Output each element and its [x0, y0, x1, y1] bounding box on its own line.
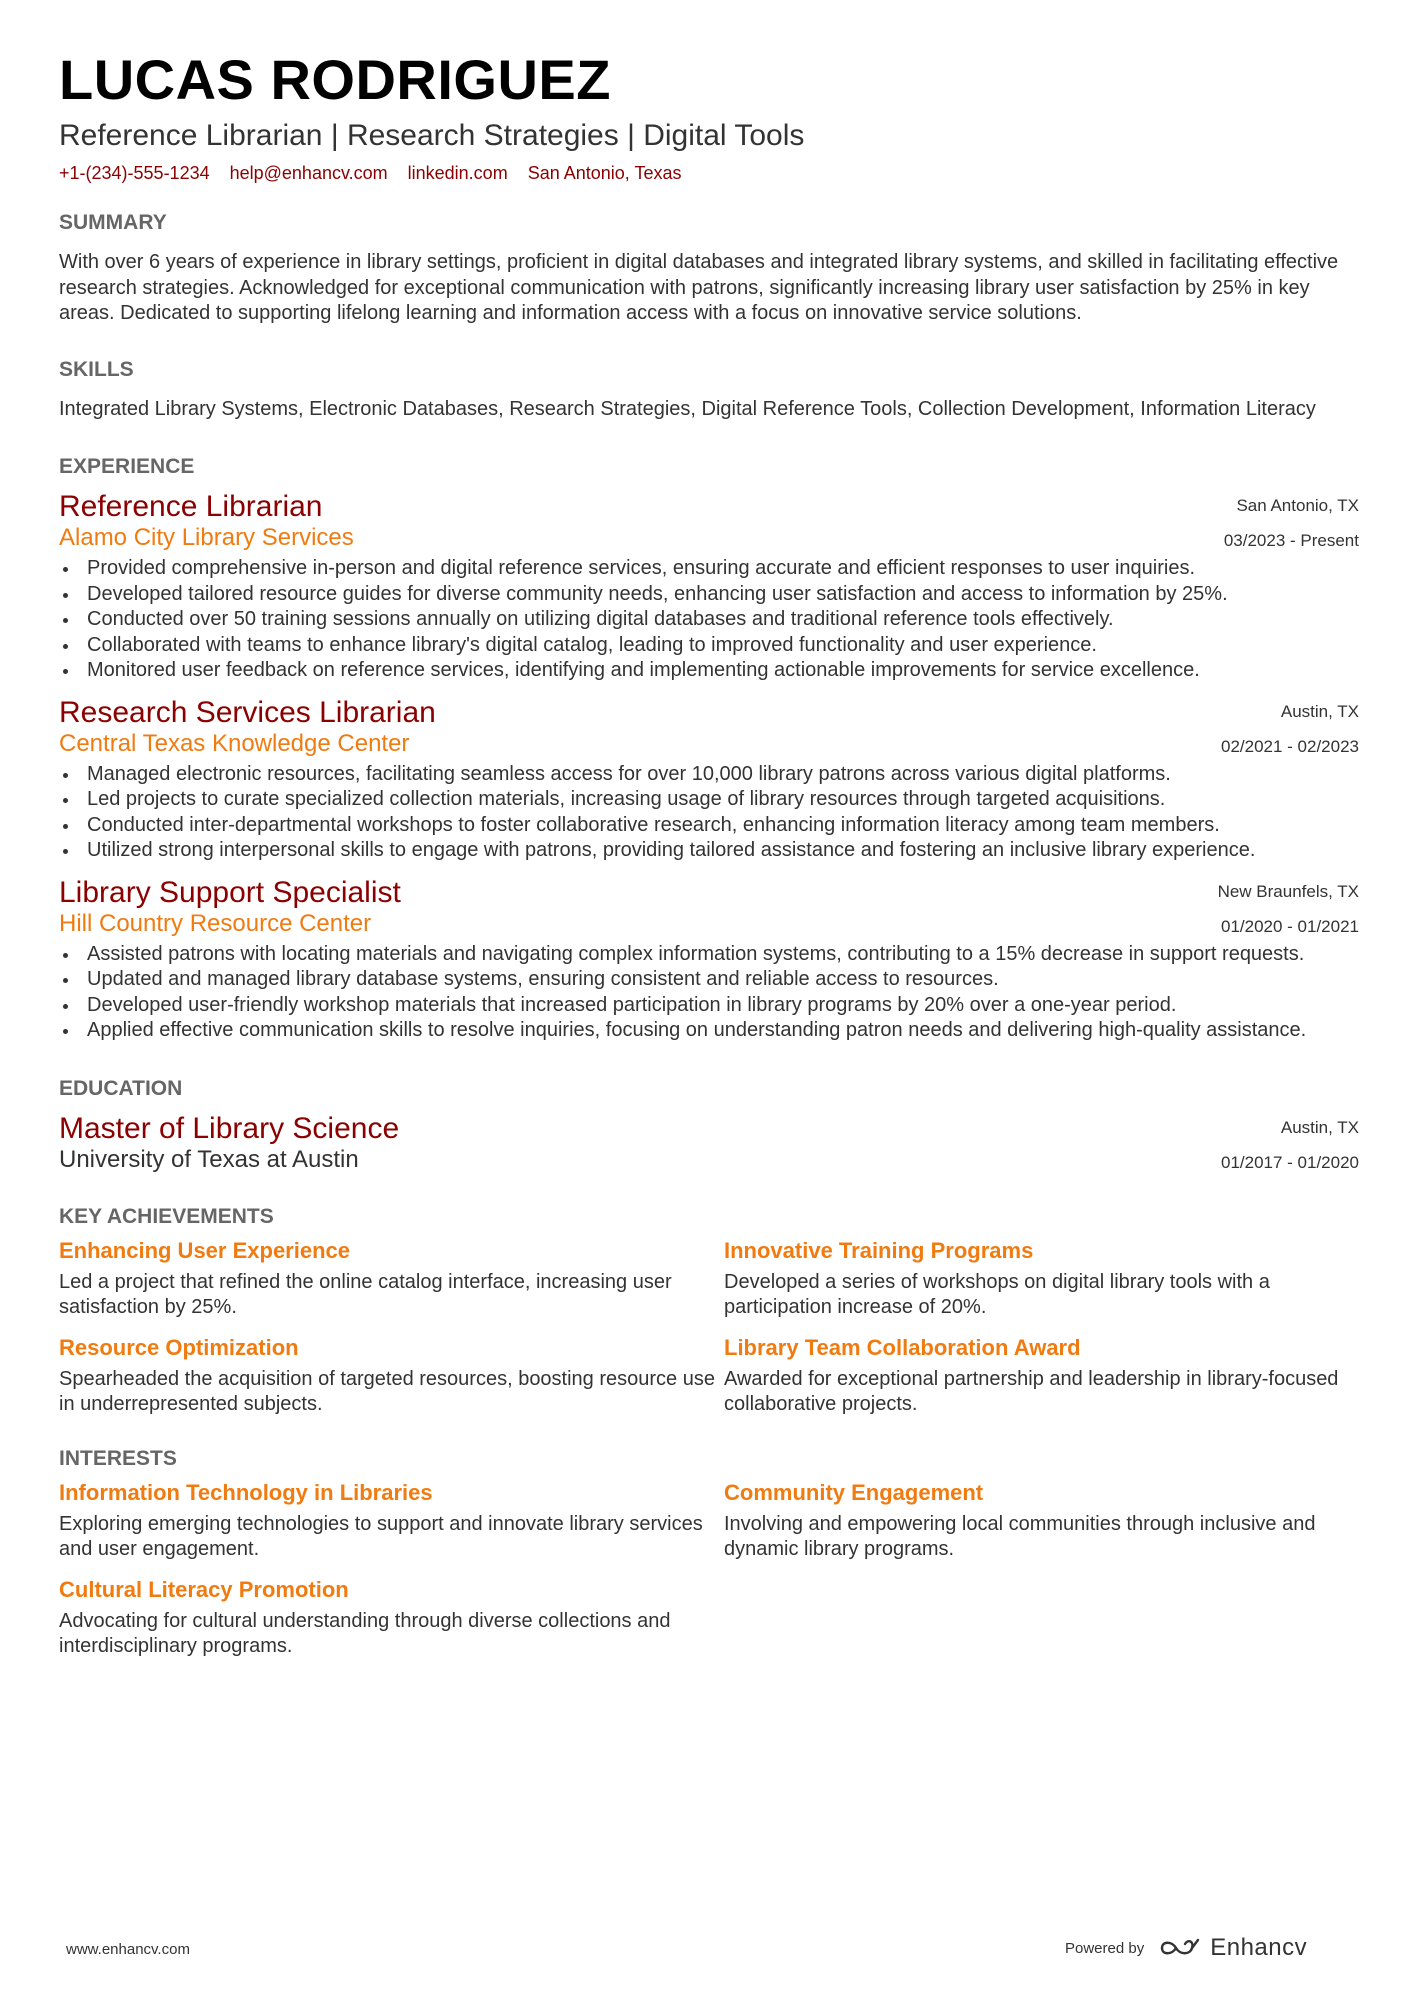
bullet-dot-icon	[63, 644, 68, 649]
interest-item	[59, 1575, 724, 1660]
summary-text: With over 6 years of experience in library settings, proficient in digital databases and integrated library systems, and skilled in facilitating effective research strategies. Acknowledged for exceptional communication with patrons, significantly increasing library user satisfaction by 25% in key areas. Dedicated to supporting lifelong learning and information access with a focus on innovative service solutions.	[59, 251, 1339, 324]
achievement-title: Enhancing User Experience	[59, 1237, 350, 1263]
degree-title: Master of Library Science	[59, 1111, 400, 1145]
interest-desc: Exploring emerging technologies to support and innovate library services and user engagement.	[59, 1512, 703, 1560]
job-bullets	[59, 942, 1359, 1044]
job-entry	[59, 874, 1359, 1044]
bullet-dot-icon	[63, 618, 68, 623]
bullet-dot-icon	[63, 669, 68, 674]
candidate-headline: Reference Librarian | Research Strategies | Digital Tools	[59, 119, 805, 152]
footer-website[interactable]: www.enhancv.com	[66, 1941, 190, 1958]
brand-name: Enhancv	[1210, 1934, 1308, 1961]
resume-page	[59, 42, 1359, 1660]
achievement-title: Resource Optimization	[59, 1334, 299, 1360]
education-dates: 01/2017 - 01/2020	[1220, 1152, 1359, 1172]
interest-item	[59, 1478, 724, 1563]
bullet-item: Monitored user feedback on reference services, identifying and implementing actionable improvements for service excellence.	[59, 658, 1359, 684]
bullet-item: Updated and managed library database systems, ensuring consistent and reliable access to resources.	[59, 967, 1359, 993]
interests-grid	[59, 1478, 1359, 1660]
bullet-item: Conducted inter-departmental workshops to foster collaborative research, enhancing information literacy among team members.	[59, 813, 1359, 839]
bullet-item: Collaborated with teams to enhance library's digital catalog, leading to improved functionality and user experience.	[59, 633, 1359, 659]
job-title: Research Services Librarian	[59, 695, 436, 729]
bullet-item: Provided comprehensive in-person and digital reference services, ensuring accurate and efficient responses to user inquiries.	[59, 556, 1359, 582]
bullet-dot-icon	[63, 773, 68, 778]
achievement-desc: Led a project that refined the online catalog interface, increasing user satisfaction by 25%.	[59, 1270, 672, 1318]
bullet-item: Led projects to curate specialized collection materials, increasing usage of library resources through targeted acquisitions.	[59, 787, 1359, 813]
bullet-item: Managed electronic resources, facilitating seamless access for over 10,000 library patrons across various digital platforms.	[59, 762, 1359, 788]
achievement-desc: Spearheaded the acquisition of targeted resources, boosting resource use in underrepresented subjects.	[59, 1367, 715, 1415]
enhancv-logo-icon	[1158, 1936, 1202, 1960]
bullet-item: Utilized strong interpersonal skills to engage with patrons, providing tailored assistance and fostering an inclusive library experience.	[59, 838, 1359, 864]
contact-list	[59, 160, 1359, 186]
achievement-item	[724, 1333, 1359, 1418]
bullet-item: Applied effective communication skills to resolve inquiries, focusing on understanding patron needs and delivering high-quality assistance.	[59, 1018, 1359, 1044]
interest-title: Community Engagement	[724, 1479, 984, 1505]
contact-phone[interactable]: +1-(234)-555-1234	[59, 163, 210, 183]
interest-desc: Involving and empowering local communities through inclusive and dynamic library programs.	[724, 1512, 1316, 1560]
job-bullets	[59, 762, 1359, 864]
school-name: University of Texas at Austin	[59, 1145, 359, 1173]
education-section	[59, 1074, 1359, 1176]
bullet-dot-icon	[63, 1004, 68, 1009]
achievement-title: Innovative Training Programs	[724, 1237, 1034, 1263]
job-title: Library Support Specialist	[59, 875, 401, 909]
job-dates: 01/2020 - 01/2021	[1220, 916, 1359, 936]
job-dates: 03/2023 - Present	[1223, 531, 1359, 550]
job-entry	[59, 488, 1359, 684]
bullet-dot-icon	[63, 824, 68, 829]
job-bullets	[59, 556, 1359, 684]
job-company: Hill Country Resource Center	[59, 909, 372, 937]
job-location: Austin, TX	[1280, 701, 1359, 721]
education-location: Austin, TX	[1280, 1117, 1359, 1137]
bullet-dot-icon	[63, 567, 68, 572]
achievement-item	[59, 1236, 724, 1321]
achievement-desc: Developed a series of workshops on digital library tools with a participation increase of 20%.	[724, 1270, 1270, 1318]
section-title: KEY ACHIEVEMENTS	[59, 1204, 274, 1228]
footer-branding	[1065, 1934, 1307, 1962]
enhancv-logo[interactable]	[1158, 1934, 1307, 1962]
summary-section	[59, 208, 1359, 327]
achievements-grid	[59, 1236, 1359, 1418]
education-header	[59, 1110, 1359, 1176]
achievement-item	[724, 1236, 1359, 1321]
achievements-section	[59, 1202, 1359, 1418]
job-company: Central Texas Knowledge Center	[59, 729, 410, 757]
job-entry	[59, 694, 1359, 864]
resume-header	[59, 42, 1359, 186]
bullet-dot-icon	[63, 849, 68, 854]
candidate-name: LUCAS RODRIGUEZ	[59, 48, 611, 111]
job-title: Reference Librarian	[59, 490, 323, 523]
job-company: Alamo City Library Services	[59, 524, 354, 551]
achievement-item	[59, 1333, 724, 1418]
bullet-dot-icon	[63, 978, 68, 983]
interests-section	[59, 1444, 1359, 1660]
job-header	[59, 874, 1359, 940]
skills-text: Integrated Library Systems, Electronic Databases, Research Strategies, Digital Reference Tools, Collection Development, Information Literacy	[59, 397, 1316, 420]
bullet-dot-icon	[63, 1029, 68, 1034]
achievement-title: Library Team Collaboration Award	[724, 1334, 1081, 1360]
achievement-desc: Awarded for exceptional partnership and leadership in library-focused collaborative projects.	[724, 1367, 1339, 1415]
bullet-dot-icon	[63, 953, 68, 958]
experience-section	[59, 452, 1359, 1044]
bullet-dot-icon	[63, 593, 68, 598]
job-header	[59, 488, 1359, 554]
bullet-item: Conducted over 50 training sessions annually on utilizing digital databases and traditional reference tools effectively.	[59, 607, 1359, 633]
contact-location: San Antonio, Texas	[527, 163, 682, 183]
powered-by-label: Powered by	[1065, 1939, 1145, 1957]
skills-section	[59, 355, 1359, 423]
section-title: EXPERIENCE	[59, 455, 195, 478]
section-title: EDUCATION	[59, 1076, 183, 1100]
interest-title: Cultural Literacy Promotion	[59, 1576, 349, 1602]
bullet-item: Developed user-friendly workshop materials that increased participation in library programs by 20% over a one-year period.	[59, 993, 1359, 1019]
job-dates: 02/2021 - 02/2023	[1220, 736, 1359, 756]
job-location: New Braunfels, TX	[1217, 881, 1359, 901]
section-title: INTERESTS	[59, 1446, 177, 1470]
contact-linkedin[interactable]: linkedin.com	[407, 163, 508, 183]
interest-item	[724, 1478, 1359, 1563]
interest-desc: Advocating for cultural understanding through diverse collections and interdisciplinary programs.	[59, 1609, 671, 1657]
bullet-dot-icon	[63, 798, 68, 803]
job-header	[59, 694, 1359, 760]
job-location: San Antonio, TX	[1236, 496, 1359, 515]
section-title: SUMMARY	[59, 211, 167, 234]
contact-email[interactable]: help@enhancv.com	[229, 163, 388, 183]
section-title: SKILLS	[59, 357, 134, 381]
bullet-item: Developed tailored resource guides for diverse community needs, enhancing user satisfaction and access to information by 25%.	[59, 582, 1359, 608]
interest-title: Information Technology in Libraries	[59, 1479, 433, 1505]
bullet-item: Assisted patrons with locating materials and navigating complex information systems, contributing to a 15% decrease in support requests.	[59, 942, 1359, 968]
